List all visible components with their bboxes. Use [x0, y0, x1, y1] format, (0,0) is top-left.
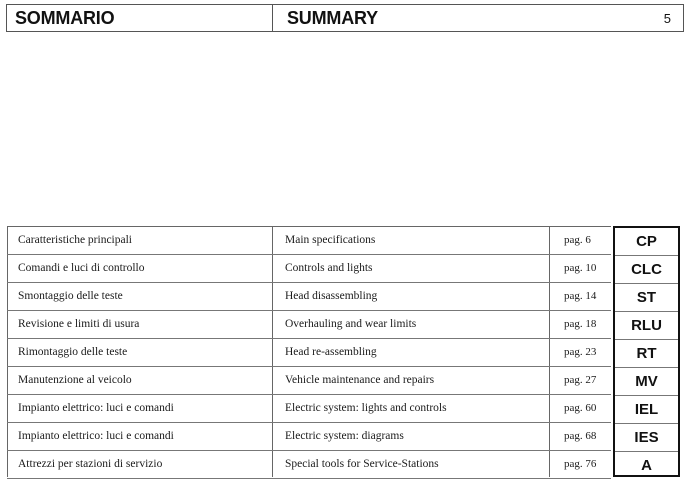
table-row[interactable]: [7, 367, 611, 395]
summary-table: [7, 226, 611, 476]
page-reference: pag. 23: [564, 346, 597, 358]
italian-entry: Manutenzione al veicolo: [18, 374, 132, 386]
italian-entry: Comandi e luci di controllo: [18, 262, 145, 274]
table-row[interactable]: [7, 227, 611, 255]
section-code[interactable]: RLU: [615, 312, 678, 340]
section-code[interactable]: RT: [615, 340, 678, 368]
section-code[interactable]: IEL: [615, 396, 678, 424]
italian-title: SOMMARIO: [15, 8, 115, 28]
english-entry: Vehicle maintenance and repairs: [285, 374, 435, 386]
section-code[interactable]: ST: [615, 284, 678, 312]
section-code[interactable]: CP: [615, 228, 678, 256]
italian-entry: Impianto elettrico: luci e comandi: [18, 402, 174, 414]
italian-entry: Smontaggio delle teste: [18, 290, 123, 302]
table-row[interactable]: [7, 395, 611, 423]
table-row[interactable]: [7, 339, 611, 367]
section-code[interactable]: MV: [615, 368, 678, 396]
english-entry: Overhauling and wear limits: [285, 318, 417, 330]
page-reference: pag. 68: [564, 430, 597, 442]
english-entry: Controls and lights: [285, 262, 373, 274]
page-header: [6, 4, 684, 32]
table-row[interactable]: [7, 283, 611, 311]
page-reference: pag. 18: [564, 318, 597, 330]
table-row[interactable]: [7, 255, 611, 283]
header-divider: [272, 5, 273, 31]
english-title: SUMMARY: [287, 8, 378, 28]
english-entry: Electric system: lights and controls: [285, 402, 447, 414]
english-entry: Electric system: diagrams: [285, 430, 404, 442]
italian-entry: Attrezzi per stazioni di servizio: [18, 458, 163, 470]
table-row[interactable]: [7, 311, 611, 339]
italian-entry: Revisione e limiti di usura: [18, 318, 140, 330]
italian-entry: Caratteristiche principali: [18, 234, 132, 246]
page-reference: pag. 10: [564, 262, 597, 274]
page-reference: pag. 14: [564, 290, 597, 302]
page-number: 5: [663, 11, 671, 26]
italian-entry: Rimontaggio delle teste: [18, 346, 128, 358]
page-reference: pag. 76: [564, 458, 597, 470]
page-reference: pag. 6: [564, 234, 591, 246]
page-reference: pag. 27: [564, 374, 597, 386]
section-code[interactable]: CLC: [615, 256, 678, 284]
italian-entry: Impianto elettrico: luci e comandi: [18, 430, 174, 442]
section-code[interactable]: A: [641, 457, 652, 474]
english-entry: Main specifications: [285, 234, 376, 246]
table-row[interactable]: [7, 451, 611, 479]
page-reference: pag. 60: [564, 402, 597, 414]
english-entry: Special tools for Service-Stations: [285, 458, 439, 470]
english-entry: Head re-assembling: [285, 346, 377, 358]
english-entry: Head disassembling: [285, 290, 378, 302]
section-code-box: [613, 226, 680, 477]
table-row[interactable]: [7, 423, 611, 451]
section-code[interactable]: IES: [615, 424, 678, 452]
